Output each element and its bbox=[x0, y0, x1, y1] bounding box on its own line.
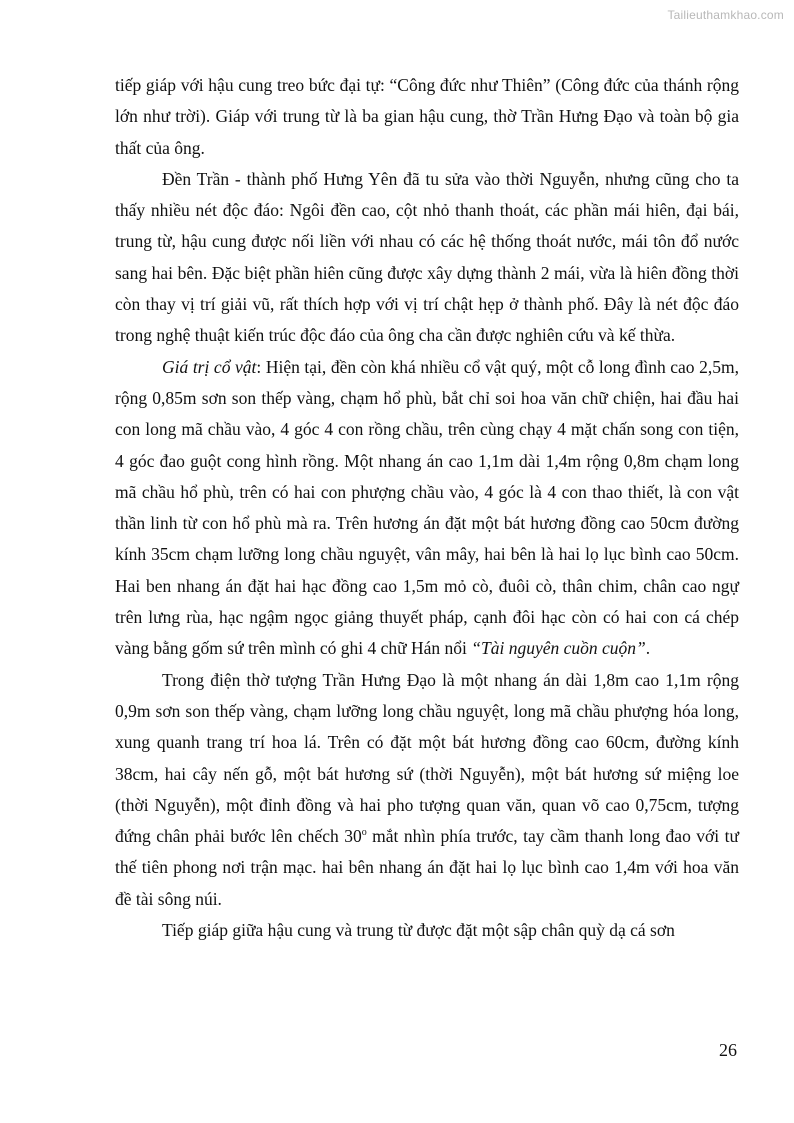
paragraph-shrine bbox=[115, 665, 739, 915]
paragraph-antiques bbox=[115, 352, 739, 665]
section-label: Giá trị cổ vật bbox=[162, 356, 257, 377]
degree-mark: o bbox=[361, 827, 367, 839]
document-body bbox=[115, 70, 739, 946]
page-number: 26 bbox=[719, 1040, 737, 1060]
paragraph: Đền Trần - thành phố Hưng Yên đã tu sửa vào thời Nguyễn, nhưng cũng cho ta thấy nhiều nét độc đáo: Ngôi đền cao, cột nhỏ thanh thoát, các phần mái hiên, đại bái, trung từ, hậu cung được nối liền với nhau có các hệ thống thoát nước, mái tôn đổ nước sang hai bên. Đặc biệt phần hiên cũng được xây dựng thành 2 mái, vừa là hiên đồng thời còn thay vị trí giải vũ, rất thích hợp với vị trí chật hẹp ở thành phố. Đây là nét độc đáo trong nghệ thuật kiến trúc độc đáo của ông cha cần được nghiên cứu và kế thừa. bbox=[115, 168, 739, 346]
paragraph: Tiếp giáp giữa hậu cung và trung từ được đặt một sập chân quỳ dạ cá sơn bbox=[162, 920, 675, 941]
paragraph-text: mắt nhìn phía trước, tay cầm thanh long đao với tư thế tiên phong nơi trận mạc. hai bên nhang án đặt hai lọ lục bình cao 1,4m với hoa văn đề tài sông núi. bbox=[115, 826, 739, 909]
paragraph-text: : Hiện tại, đền còn khá nhiều cổ vật quý, một cỗ long đình cao 2,5m, rộng 0,85m sơn son thếp vàng, chạm hổ phù, bắt chỉ soi hoa văn chữ chiện, hai đầu hai con long mã chầu vào, 4 góc 4 con rồng chầu, trên cùng chạy 4 mặt chấn song con tiện, 4 góc đao guột cong hình rồng. Một nhang án cao 1,1m dài 1,4m rộng 0,8m chạm long mã chầu hổ phù, trên có hai con phượng chầu vào, 4 góc là 4 con thao thiết, là con vật thần linh từ con hổ phù mà ra. Trên hương án đặt một bát hương đồng cao 50cm đường kính 35cm chạm lưỡng long chầu nguyệt, vân mây, hai bên là hai lọ lục bình cao 50cm. Hai ben nhang án đặt hai hạc đồng cao 1,5m mỏ cò, đuôi cò, thân chim, chân cao ngự trên lưng rùa, hạc ngậm ngọc giảng thuyết pháp, cạnh đôi hạc còn có hai con cá chép vàng bằng gốm sứ trên mình có ghi 4 chữ Hán nổi bbox=[115, 356, 739, 659]
quoted-inscription: “Tài nguyên cuồn cuộn” bbox=[471, 638, 646, 659]
paragraph-text: Trong điện thờ tượng Trần Hưng Đạo là một nhang án dài 1,8m cao 1,1m rộng 0,9m sơn son thếp vàng, chạm lưỡng long chầu nguyệt, long mã chầu phượng hóa long, xung quanh trang trí hoa lá. Trên có đặt một bát hương đồng cao 60cm, đường kính 38cm, hai cây nến gỗ, một bát hương sứ (thời Nguyễn), một bát hương sứ miệng loe (thời Nguyễn), một đỉnh đồng và hai pho tượng quan văn, quan võ cao 0,75cm, tượng đứng chân phải bước lên chếch 30 bbox=[115, 669, 739, 847]
paragraph-end: . bbox=[645, 638, 651, 659]
watermark: Tailieuthamkhao.com bbox=[667, 8, 784, 22]
paragraph: tiếp giáp với hậu cung treo bức đại tự: “Công đức như Thiên” (Công đức của thánh rộng lớn như trời). Giáp với trung từ là ba gian hậu cung, thờ Trần Hưng Đạo và toàn bộ gia thất của ông. bbox=[115, 75, 739, 158]
